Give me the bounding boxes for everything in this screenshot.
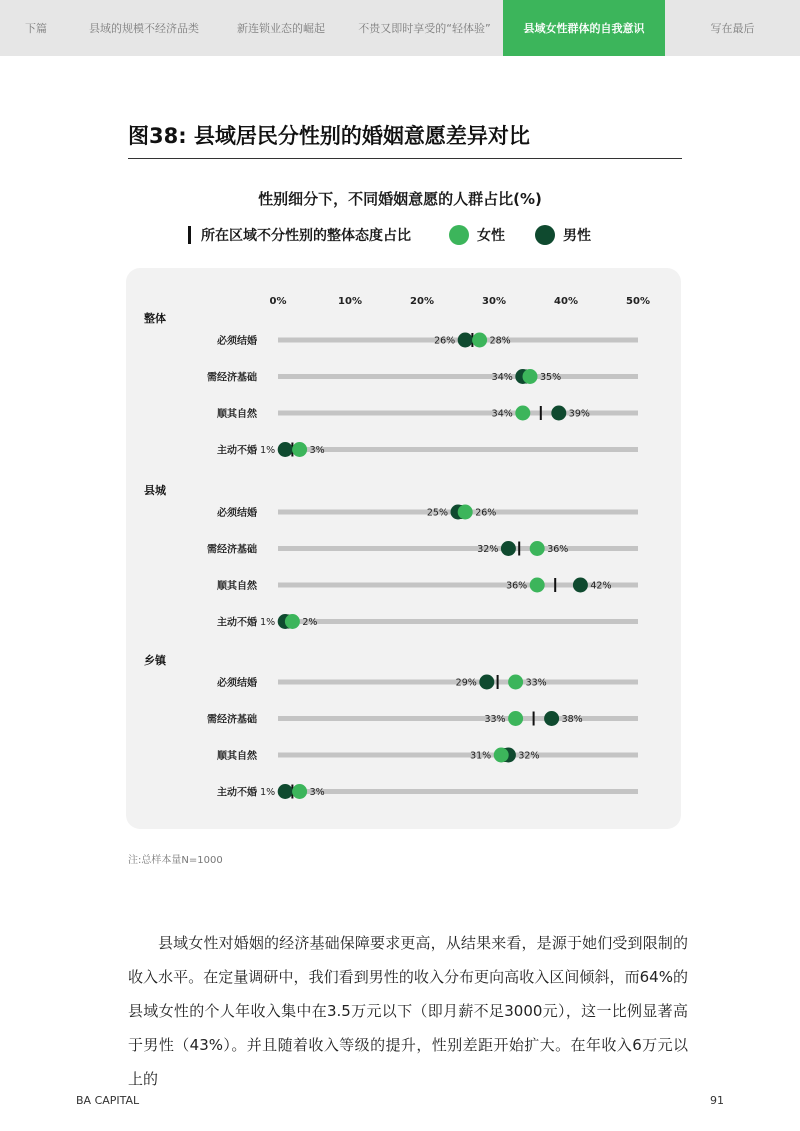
male-dot bbox=[501, 541, 516, 556]
row-label: 主动不婚 bbox=[217, 445, 257, 457]
x-tick-label: 50% bbox=[626, 296, 650, 307]
female-dot-icon bbox=[449, 225, 469, 245]
top-nav bbox=[0, 0, 800, 56]
female-value-label: 36% bbox=[506, 580, 528, 592]
female-dot bbox=[292, 442, 307, 457]
row-label: 必须结婚 bbox=[217, 508, 257, 519]
female-value-label: 33% bbox=[484, 714, 506, 725]
row-label: 需经济基础 bbox=[207, 714, 257, 726]
x-tick-label: 0% bbox=[269, 296, 287, 307]
male-dot bbox=[479, 675, 494, 690]
male-value-label: 38% bbox=[561, 714, 583, 725]
legend-overall-label: 所在区域不分性别的整体态度占比 bbox=[201, 228, 411, 244]
male-value-label: 32% bbox=[477, 544, 499, 555]
female-value-label: 28% bbox=[489, 335, 511, 347]
male-value-label: 34% bbox=[491, 372, 513, 383]
x-tick-label: 20% bbox=[410, 296, 434, 307]
group-label: 县城 bbox=[144, 484, 166, 497]
male-dot bbox=[544, 711, 559, 726]
body-text: 县域女性对婚姻的经济基础保障要求更高，从结果来看，是源于她们受到限制的收入水平。在定量调研中，我们看到男性的收入分布更向高收入区间倾斜，而64%的县域女性的个人年收入集中在3.5万元以下（即月薪不足3000元），这一比例显著高于男性（43%）。并且随着收入等级的提升，性别差距开始扩大。在年收入6万元以上的 bbox=[128, 934, 688, 1088]
female-value-label: 2% bbox=[302, 617, 318, 628]
body-paragraph bbox=[128, 926, 688, 1096]
group-label: 乡镇 bbox=[144, 654, 166, 667]
female-dot bbox=[494, 748, 509, 763]
row-label: 顺其自然 bbox=[217, 409, 257, 420]
row-label: 需经济基础 bbox=[207, 372, 257, 384]
legend-female bbox=[449, 225, 505, 245]
female-value-label: 33% bbox=[525, 677, 547, 689]
female-dot bbox=[523, 369, 538, 384]
male-value-label: 32% bbox=[518, 750, 540, 762]
x-tick-label: 40% bbox=[554, 296, 578, 307]
tab-part-two[interactable]: 下篇 bbox=[25, 22, 47, 35]
female-dot bbox=[472, 333, 487, 348]
tab-scale-diseconomy[interactable]: 县域的规模不经济品类 bbox=[89, 22, 199, 35]
male-value-label: 29% bbox=[455, 677, 477, 689]
dumbbell-chart bbox=[126, 268, 681, 829]
female-value-label: 31% bbox=[470, 750, 492, 762]
overall-marker-legend-icon bbox=[188, 226, 191, 244]
male-value-label: 1% bbox=[260, 787, 276, 798]
female-dot bbox=[292, 784, 307, 799]
row-label: 顺其自然 bbox=[217, 751, 257, 762]
tab-female-awareness[interactable]: 县域女性群体的自我意识 bbox=[503, 0, 665, 56]
row-label: 必须结婚 bbox=[217, 336, 257, 347]
legend-male bbox=[535, 225, 591, 245]
male-value-label: 1% bbox=[260, 617, 276, 628]
male-value-label: 1% bbox=[260, 445, 276, 456]
male-dot bbox=[278, 442, 293, 457]
female-dot bbox=[285, 614, 300, 629]
male-value-label: 26% bbox=[434, 335, 456, 347]
legend-male-label: 男性 bbox=[563, 228, 591, 244]
page-number: 91 bbox=[710, 1094, 724, 1107]
footer-brand: BA CAPITAL bbox=[76, 1094, 140, 1107]
female-value-label: 3% bbox=[309, 787, 325, 798]
row-label: 主动不婚 bbox=[217, 787, 257, 799]
row-label: 主动不婚 bbox=[217, 617, 257, 629]
male-value-label: 39% bbox=[568, 408, 590, 420]
female-dot bbox=[508, 711, 523, 726]
row-label: 需经济基础 bbox=[207, 544, 257, 556]
male-dot bbox=[458, 333, 473, 348]
female-value-label: 35% bbox=[540, 372, 562, 383]
x-tick-label: 10% bbox=[338, 296, 362, 307]
male-dot-icon bbox=[535, 225, 555, 245]
row-label: 必须结婚 bbox=[217, 678, 257, 689]
sample-note: 注:总样本量N=1000 bbox=[128, 855, 223, 866]
figure-title: 图38: 县域居民分性别的婚姻意愿差异对比 bbox=[128, 124, 530, 148]
tab-new-chains[interactable]: 新连锁业态的崛起 bbox=[237, 22, 325, 35]
chart-title: 性别细分下，不同婚姻意愿的人群占比(%) bbox=[258, 190, 542, 208]
female-value-label: 36% bbox=[547, 544, 569, 555]
female-dot bbox=[508, 675, 523, 690]
female-value-label: 3% bbox=[309, 445, 325, 456]
x-tick-label: 30% bbox=[482, 296, 506, 307]
title-divider bbox=[128, 158, 682, 159]
female-dot bbox=[515, 406, 530, 421]
female-dot bbox=[530, 541, 545, 556]
female-value-label: 26% bbox=[475, 507, 497, 519]
male-dot bbox=[551, 406, 566, 421]
chart-panel bbox=[126, 268, 681, 829]
tab-final-words[interactable]: 写在最后 bbox=[710, 22, 755, 35]
male-value-label: 25% bbox=[426, 507, 448, 519]
group-label: 整体 bbox=[144, 312, 166, 325]
legend-female-label: 女性 bbox=[477, 228, 505, 244]
tab-light-experience[interactable]: 不贵又即时享受的“轻体验” bbox=[358, 22, 491, 35]
male-value-label: 42% bbox=[590, 580, 612, 592]
female-dot bbox=[458, 505, 473, 520]
row-label: 顺其自然 bbox=[217, 581, 257, 592]
male-dot bbox=[573, 578, 588, 593]
male-dot bbox=[278, 784, 293, 799]
female-dot bbox=[530, 578, 545, 593]
female-value-label: 34% bbox=[491, 408, 513, 420]
chart-legend bbox=[188, 224, 591, 246]
